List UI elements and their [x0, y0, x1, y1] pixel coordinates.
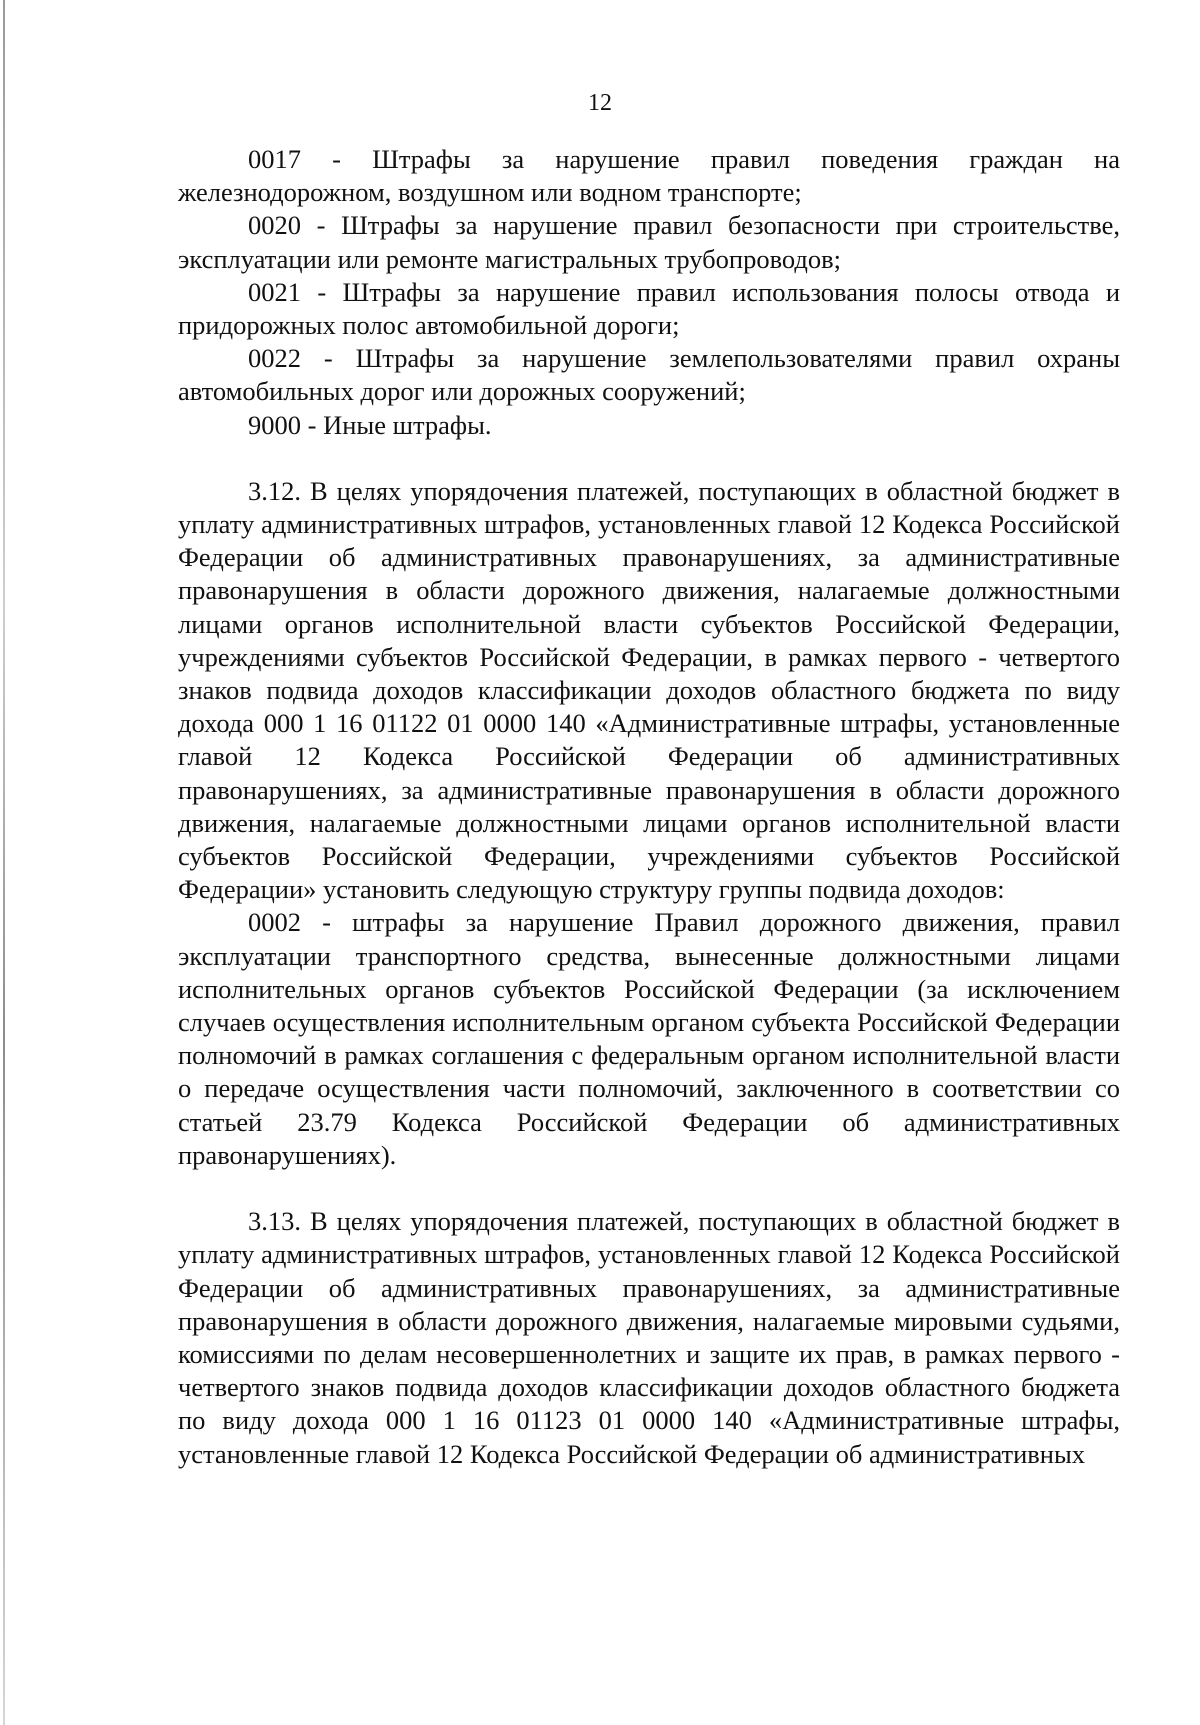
paragraph-section-3-12: 3.12. В целях упорядочения платежей, поступающих в областной бюджет в уплату административных штрафов, установленных главой 12 Кодекса Российской Федерации об административных правонарушениях, за административные правонарушения в области дорожного движения, налагаемые должностными лицами органов исполнительной власти субъектов Российской Федерации, учреждениями субъектов Российской Федерации, в рамках первого - четвертого знаков подвида доходов классификации доходов областного бюджета по виду дохода 000 1 16 01122 01 0000 140 «Административные штрафы, установленные главой 12 Кодекса Российской Федерации об административных правонарушениях, за административные правонарушения в области дорожного движения, налагаемые должностными лицами органов исполнительной власти субъектов Российской Федерации, учреждениями субъектов Российской Федерации» установить следующую структуру группы подвида доходов: [178, 475, 1120, 905]
page-number: 12 [588, 90, 612, 116]
paragraph-code-0022: 0022 - Штрафы за нарушение землепользователями правил охраны автомобильных дорог или дорожных сооружений; [178, 343, 1120, 407]
paragraph-code-9000: 9000 - Иные штрафы. [248, 409, 492, 440]
paragraph-code-0020: 0020 - Штрафы за нарушение правил безопасности при строительстве, эксплуатации или ремонте магистральных трубопроводов; [178, 210, 1120, 274]
paragraph-section-3-13: 3.13. В целях упорядочения платежей, поступающих в областной бюджет в уплату административных штрафов, установленных главой 12 Кодекса Российской Федерации об административных правонарушениях, за административные правонарушения в области дорожного движения, налагаемые мировыми судьями, комиссиями по делам несовершеннолетних и защите их прав, в рамках первого - четвертого знаков подвида доходов классификации доходов областного бюджета по виду дохода 000 1 16 01123 01 0000 140 «Административные штрафы, установленные главой 12 Кодекса Российской Федерации об административных [178, 1206, 1120, 1469]
document-body [178, 143, 1120, 1471]
paragraph-code-0017: 0017 - Штрафы за нарушение правил поведения граждан на железнодорожном, воздушном или водном транспорте; [178, 144, 1120, 208]
paragraph-code-0002: 0002 - штрафы за нарушение Правил дорожного движения, правил эксплуатации транспортного средства, вынесенные должностными лицами исполнительных органов субъектов Российской Федерации (за исключением случаев осуществления исполнительным органом субъекта Российской Федерации полномочий в рамках соглашения с федеральным органом исполнительной власти о передаче осуществления части полномочий, заключенного в соответствии со статьей 23.79 Кодекса Российской Федерации об административных правонарушениях). [178, 907, 1120, 1170]
scan-edge-shadow [3, 0, 5, 1725]
paragraph-code-0021: 0021 - Штрафы за нарушение правил использования полосы отвода и придорожных полос автомобильной дороги; [178, 276, 1120, 341]
